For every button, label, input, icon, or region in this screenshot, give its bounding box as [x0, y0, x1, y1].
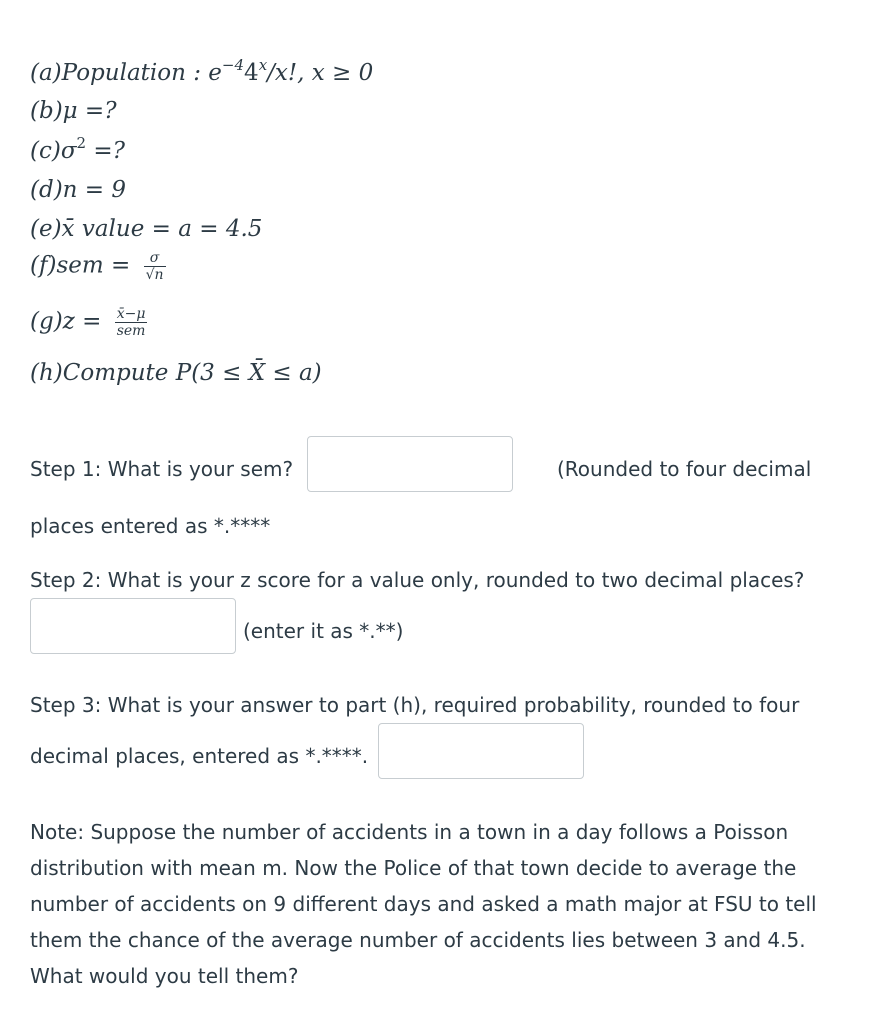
- step2-hint: (enter it as *.**): [243, 619, 404, 643]
- step3-question-b: decimal places, entered as *.****.: [30, 744, 369, 768]
- step1-question: Step 1: What is your sem?: [30, 457, 294, 481]
- note-line: Note: Suppose the number of accidents in a town in a day follows a Poisson: [30, 820, 789, 844]
- line-d: (d)n = 9: [30, 177, 127, 203]
- z-fraction-den: sem: [116, 323, 146, 339]
- line-g-label: (g)z =: [30, 308, 102, 335]
- note-paragraph: [30, 814, 860, 994]
- line-c: [30, 134, 125, 164]
- step2-question: Step 2: What is your z score for a value only, rounded to two decimal places?: [30, 568, 805, 592]
- z-score-input[interactable]: [30, 598, 236, 654]
- step3-question-a: Step 3: What is your answer to part (h), required probability, rounded to four: [30, 693, 800, 717]
- step1-hint-a: (Rounded to four decimal: [557, 457, 812, 481]
- line-c-sup: 2: [76, 134, 87, 152]
- line-c-pre: (c)σ: [30, 138, 77, 164]
- line-g: [30, 306, 147, 339]
- sem-input[interactable]: [307, 436, 513, 492]
- note-line: number of accidents on 9 different days and asked a math major at FSU to tell: [30, 892, 817, 916]
- line-h: (h)Compute P(3 ≤ X̄ ≤ a): [30, 360, 322, 386]
- line-f: [30, 250, 166, 283]
- sem-fraction-den: √n: [145, 267, 164, 283]
- line-a-mid: 4: [244, 60, 259, 86]
- sem-fraction-num: σ: [149, 250, 160, 266]
- line-c-post: =?: [86, 138, 125, 164]
- line-e: (e)x̄ value = a = 4.5: [30, 216, 263, 242]
- note-line: them the chance of the average number of accidents lies between 3 and 4.5.: [30, 928, 806, 952]
- step1-hint-b: places entered as *.****: [30, 514, 271, 538]
- line-a-label: (a)Population :: [30, 60, 201, 86]
- note-line: What would you tell them?: [30, 964, 299, 988]
- note-line: distribution with mean m. Now the Police of that town decide to average the: [30, 856, 797, 880]
- z-fraction-num: x̄−μ: [116, 306, 146, 322]
- line-a-exp2: x: [258, 56, 268, 74]
- line-b: (b)μ =?: [30, 98, 117, 124]
- line-f-label: (f)sem =: [30, 252, 131, 279]
- probability-input[interactable]: [378, 723, 584, 779]
- z-fraction: [115, 306, 148, 339]
- line-a-exp1: −4: [221, 56, 245, 74]
- line-a: [30, 56, 374, 86]
- line-a-tail: /x!, x ≥ 0: [267, 60, 374, 86]
- sem-fraction: [144, 250, 166, 283]
- line-a-base: e: [208, 60, 222, 86]
